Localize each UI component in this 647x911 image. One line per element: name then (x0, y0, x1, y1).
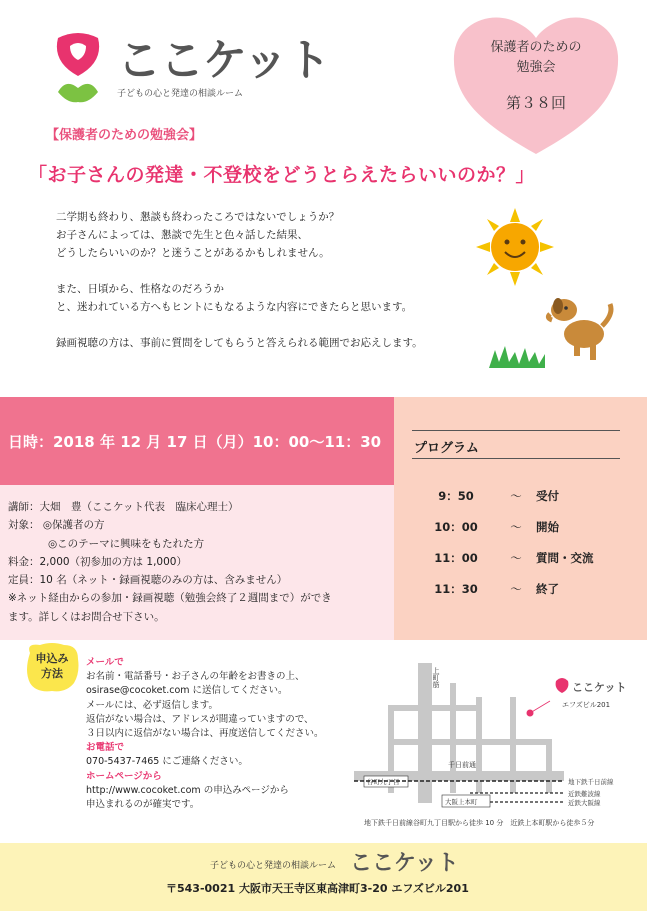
apply-badge-line: 申込み (35, 652, 69, 665)
logo-text: ここケット (117, 35, 330, 86)
badge-line-2: 勉強会 (516, 60, 556, 75)
event-date: 日時：2018 年 12 月 17 日（月）10：00～11：30 (8, 433, 382, 451)
program-label: 終了 (536, 581, 559, 596)
program-tilde: ～ (510, 488, 522, 503)
intro-paragraph-2 (56, 280, 456, 316)
program-time: 9：50 (438, 488, 474, 503)
capacity: 定員：10 名（ネット・録画視聴のみの方は、含みません） (8, 574, 288, 587)
map-label-sennichimae: 千日前通 (448, 761, 476, 769)
program-tilde: ～ (510, 581, 522, 596)
program-table (412, 480, 594, 604)
intro-line: 二学期も終わり、懇談も終わったころではないでしょうか？ (56, 211, 340, 223)
intro-line: どうしたらいいのか？と迷うことがあるかもしれません。 (56, 247, 330, 259)
apply-badge-text (24, 651, 80, 681)
map-label-sennichimae-line: 地下鉄千日前線 (568, 778, 614, 786)
map-logo-text: ここケット (572, 681, 627, 694)
map-label-uemachi: 上町筋 (432, 667, 440, 688)
intro-paragraph-1 (56, 208, 456, 262)
phone-heading: お電話で (86, 742, 125, 754)
map-label-tanimachi: 谷町九丁目 (367, 778, 400, 786)
program-label: 開始 (536, 519, 559, 534)
note-line-1: ※ネット経由からの参加・録画視聴（勉強会終了２週間まで）ができ (8, 592, 332, 605)
intro-line: と、迷われている方へもヒントにもなるような内容にできたらと思います。 (56, 301, 413, 313)
sun-icon (476, 208, 554, 286)
fee: 料金：2,000（初参加の方は 1,000） (8, 555, 187, 568)
mail-heading: メールで (86, 657, 124, 668)
web-heading: ホームページから (86, 770, 162, 782)
map-label-kintetsu-osaka: 近鉄大阪線 (568, 799, 601, 807)
badge-title (446, 38, 626, 78)
program-row (412, 480, 594, 511)
program-row (412, 542, 594, 573)
program-title: プログラム (414, 441, 479, 456)
footer (0, 843, 647, 911)
program-row (412, 511, 594, 542)
footer-subtitle: 子どもの心と発達の相談ルーム (210, 861, 337, 871)
program-time: 11：30 (434, 581, 478, 596)
web-line: 申込まれるのが確実です。 (86, 799, 200, 811)
mail-line: メールには、必ず返信します。 (86, 699, 219, 711)
program-divider-bottom (412, 458, 620, 459)
grass-icon (489, 346, 545, 368)
heart-badge-icon (446, 8, 626, 156)
logo-subtitle: 子どもの心と発達の相談ルーム (117, 89, 244, 99)
program-time: 11：00 (434, 550, 478, 565)
intro-text (56, 208, 456, 370)
tulip-logo-icon (52, 32, 104, 104)
footer-logo: ここケット (350, 851, 459, 876)
program-label: 質問・交流 (536, 550, 594, 565)
web-line: http://www.cocoket.com の申込みページから (86, 784, 289, 796)
mail-line: お名前・電話番号・お子さんの年齢をお書きの上、 (86, 671, 305, 683)
lecturer: 講師：大畑 豊（ここケット代表 臨床心理士） (8, 501, 239, 513)
footer-address: 〒543-0021 大阪市天王寺区東高津町3-20 エフズビル201 (166, 882, 469, 895)
intro-paragraph-3 (56, 334, 456, 352)
main-heading: 「お子さんの発達・不登校をどうとらえたらいいのか？」 (28, 164, 536, 186)
access-map (350, 645, 640, 830)
map-building: エフズビル201 (562, 701, 611, 709)
map-caption: 地下鉄千日前線谷町九丁目駅から徒歩 10 分 近鉄上本町駅から徒歩５分 (364, 819, 595, 827)
map-label-uehonmachi: 大阪上本町 (445, 798, 478, 806)
mail-line: 返信がない場合は、アドレスが間違っていますので、 (86, 713, 314, 725)
program-row (412, 573, 594, 604)
intro-line: また、日頃から、性格なのだろうか (56, 283, 224, 295)
target: 対象： ◎保護者の方 (8, 519, 105, 532)
event-details (8, 498, 388, 626)
sub-heading: 【保護者のための勉強会】 (46, 128, 203, 143)
map-label-kintetsu-namba: 近鉄難波線 (568, 790, 601, 798)
intro-line: お子さんによっては、懇談で先生と色々話した結果、 (56, 229, 308, 241)
badge-line-1: 保護者のための (490, 40, 582, 55)
intro-line: 録画視聴の方は、事前に質問をしてもらうと答えられる範囲でお応えします。 (56, 337, 423, 349)
program-tilde: ～ (510, 550, 522, 565)
target-2: ◎このテーマに興味をもたれた方 (48, 537, 205, 550)
program-label: 受付 (536, 488, 559, 503)
mail-line: ３日以内に返信がない場合は、再度送信してください。 (86, 728, 324, 740)
mail-line: osirase@cocoket.com に送信してください。 (86, 685, 288, 697)
apply-instructions (86, 656, 356, 812)
apply-badge-line: 方法 (41, 667, 63, 680)
program-divider-top (412, 430, 620, 431)
badge-number: 第３８回 (505, 94, 566, 112)
map-logo-icon (556, 678, 569, 693)
note-line-2: ます。詳しくはお問合せ下さい。 (8, 610, 165, 623)
program-tilde: ～ (510, 519, 522, 534)
phone-line: 070-5437-7465 にご連絡ください。 (86, 756, 248, 768)
program-time: 10：00 (434, 519, 478, 534)
dog-icon (544, 290, 616, 362)
